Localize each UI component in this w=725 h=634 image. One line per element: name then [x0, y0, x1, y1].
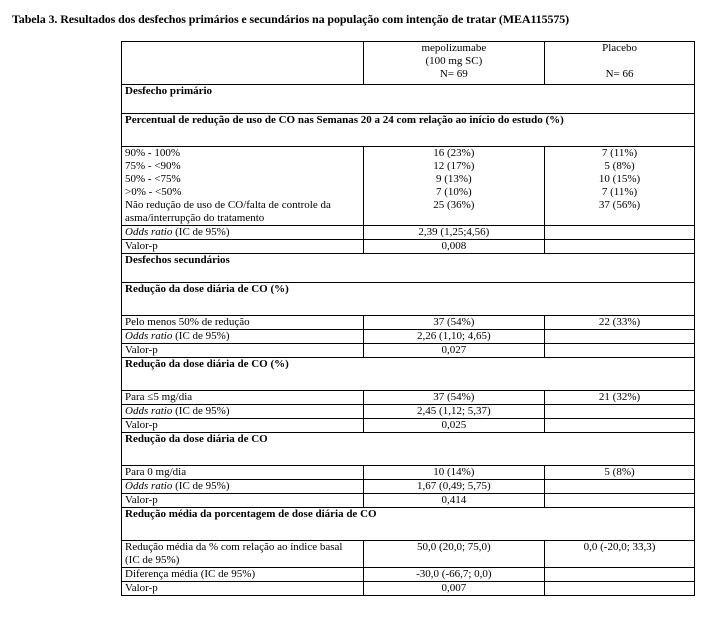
section-title-primary: Desfecho primário [122, 85, 695, 114]
odds-value: 1,67 (0,49; 5,75) [363, 480, 544, 494]
category-label: 75% - <90% [125, 160, 181, 172]
odds-label-rest: (IC de 95%) [172, 226, 230, 238]
header-placebo-name: Placebo [602, 42, 637, 54]
empty-cell [545, 419, 695, 433]
empty-cell [545, 494, 695, 508]
p-label: Valor-p [122, 494, 364, 508]
block-odds-row [122, 405, 695, 419]
row-label: Para 0 mg/dia [122, 466, 364, 480]
row-label: Para ≤5 mg/dia [122, 391, 364, 405]
empty-cell [545, 568, 695, 582]
category-label: Não redução de uso de CO/falta de controle da asma/interrupção do tratamento [125, 199, 331, 224]
odds-value: 2,45 (1,12; 5,37) [363, 405, 544, 419]
empty-cell [545, 226, 695, 240]
primary-categories [122, 147, 364, 226]
block-data-row [122, 466, 695, 480]
mepo-value: 50,0 (20,0; 75,0) [363, 541, 544, 568]
placebo-value: 10 (15%) [598, 173, 641, 185]
block-p-row [122, 344, 695, 358]
subtitle-row [122, 433, 695, 466]
block-odds-row [122, 480, 695, 494]
empty-cell [545, 344, 695, 358]
empty-cell [545, 240, 695, 254]
last-p-row [122, 582, 695, 596]
header-mepo-name: mepolizumabe [421, 42, 487, 54]
row-label: Pelo menos 50% de redução [122, 316, 364, 330]
results-table [121, 41, 695, 596]
empty-cell [545, 480, 695, 494]
p-value: 0,414 [363, 494, 544, 508]
table-title: Tabela 3. Resultados dos desfechos primários e secundários na população com intenção de tratar (MEA115575) [12, 12, 570, 26]
table-header-row [122, 42, 695, 85]
odds-label [122, 480, 364, 494]
mepo-value: 9 (13%) [435, 173, 472, 185]
primary-p-row [122, 240, 695, 254]
row-label: Redução média da % com relação ao índice basal (IC de 95%) [122, 541, 364, 568]
category-label: 90% - 100% [125, 147, 180, 159]
block-subtitle: Redução da dose diária de CO (%) [122, 283, 695, 316]
odds-label-rest: (IC de 95%) [172, 330, 230, 342]
header-mepolizumab [363, 42, 544, 85]
placebo-value: 37 (56%) [598, 199, 641, 211]
odds-value: 2,39 (1,25;4,56) [363, 226, 544, 240]
subtitle-row [122, 283, 695, 316]
odds-label [122, 330, 364, 344]
header-placebo [545, 42, 695, 85]
block-odds-row [122, 330, 695, 344]
block-subtitle: Redução média da porcentagem de dose diária de CO [122, 508, 695, 541]
block-data-row [122, 316, 695, 330]
header-mepo-dose: (100 mg SC) [425, 55, 483, 67]
diff-value: -30,0 (-66,7; 0,0) [363, 568, 544, 582]
empty-cell [545, 405, 695, 419]
p-label: Valor-p [122, 419, 364, 433]
odds-value: 2,26 (1,10; 4,65) [363, 330, 544, 344]
odds-label-italic: Odds ratio [125, 405, 173, 417]
block-p-row [122, 494, 695, 508]
section-row-primary [122, 85, 695, 114]
subtitle-row [122, 508, 695, 541]
subtitle-primary: Percentual de redução de uso de CO nas Semanas 20 a 24 com relação ao início do estudo (%) [122, 114, 695, 147]
subtitle-row [122, 358, 695, 391]
primary-odds-row [122, 226, 695, 240]
section-row-secondary [122, 254, 695, 283]
p-value: 0,008 [363, 240, 544, 254]
diff-label: Diferença média (IC de 95%) [122, 568, 364, 582]
p-value: 0,007 [363, 582, 544, 596]
odds-label [122, 226, 364, 240]
placebo-value: 5 (8%) [545, 466, 695, 480]
p-label: Valor-p [122, 582, 364, 596]
placebo-value: 0,0 (-20,0; 33,3) [545, 541, 695, 568]
primary-categories-row [122, 147, 695, 226]
placebo-value: 7 (11%) [601, 186, 638, 198]
placebo-value: 7 (11%) [601, 147, 638, 159]
mepo-value: 25 (36%) [433, 199, 475, 211]
block-p-row [122, 419, 695, 433]
p-value: 0,025 [363, 419, 544, 433]
odds-label-italic: Odds ratio [125, 480, 173, 492]
mean-reduction-row [122, 541, 695, 568]
primary-mepo-values [363, 147, 544, 226]
mepo-value: 10 (14%) [363, 466, 544, 480]
header-placebo-spacer [548, 55, 691, 68]
mepo-value: 16 (23%) [433, 147, 475, 159]
mepo-value: 37 (54%) [363, 316, 544, 330]
placebo-value: 5 (8%) [604, 160, 635, 172]
p-value: 0,027 [363, 344, 544, 358]
mean-diff-row [122, 568, 695, 582]
mepo-value: 12 (17%) [433, 160, 475, 172]
category-label: 50% - <75% [125, 173, 181, 185]
p-label: Valor-p [122, 240, 364, 254]
odds-label [122, 405, 364, 419]
subtitle-row-primary [122, 114, 695, 147]
primary-placebo-values [545, 147, 695, 226]
placebo-value: 22 (33%) [545, 316, 695, 330]
category-label: >0% - <50% [125, 186, 182, 198]
section-title-secondary: Desfechos secundários [122, 254, 695, 283]
p-label: Valor-p [122, 344, 364, 358]
odds-label-rest: (IC de 95%) [172, 480, 230, 492]
empty-cell [545, 330, 695, 344]
block-data-row [122, 391, 695, 405]
mepo-value: 37 (54%) [363, 391, 544, 405]
empty-cell [545, 582, 695, 596]
header-empty-cell [122, 42, 364, 85]
placebo-value: 21 (32%) [545, 391, 695, 405]
header-placebo-n: N= 66 [605, 68, 634, 80]
header-mepo-n: N= 69 [439, 68, 468, 80]
odds-label-italic: Odds ratio [125, 330, 173, 342]
block-subtitle: Redução da dose diária de CO (%) [122, 358, 695, 391]
odds-label-rest: (IC de 95%) [172, 405, 230, 417]
mepo-value: 7 (10%) [435, 186, 472, 198]
block-subtitle: Redução da dose diária de CO [122, 433, 695, 466]
odds-label-italic: Odds ratio [125, 226, 173, 238]
